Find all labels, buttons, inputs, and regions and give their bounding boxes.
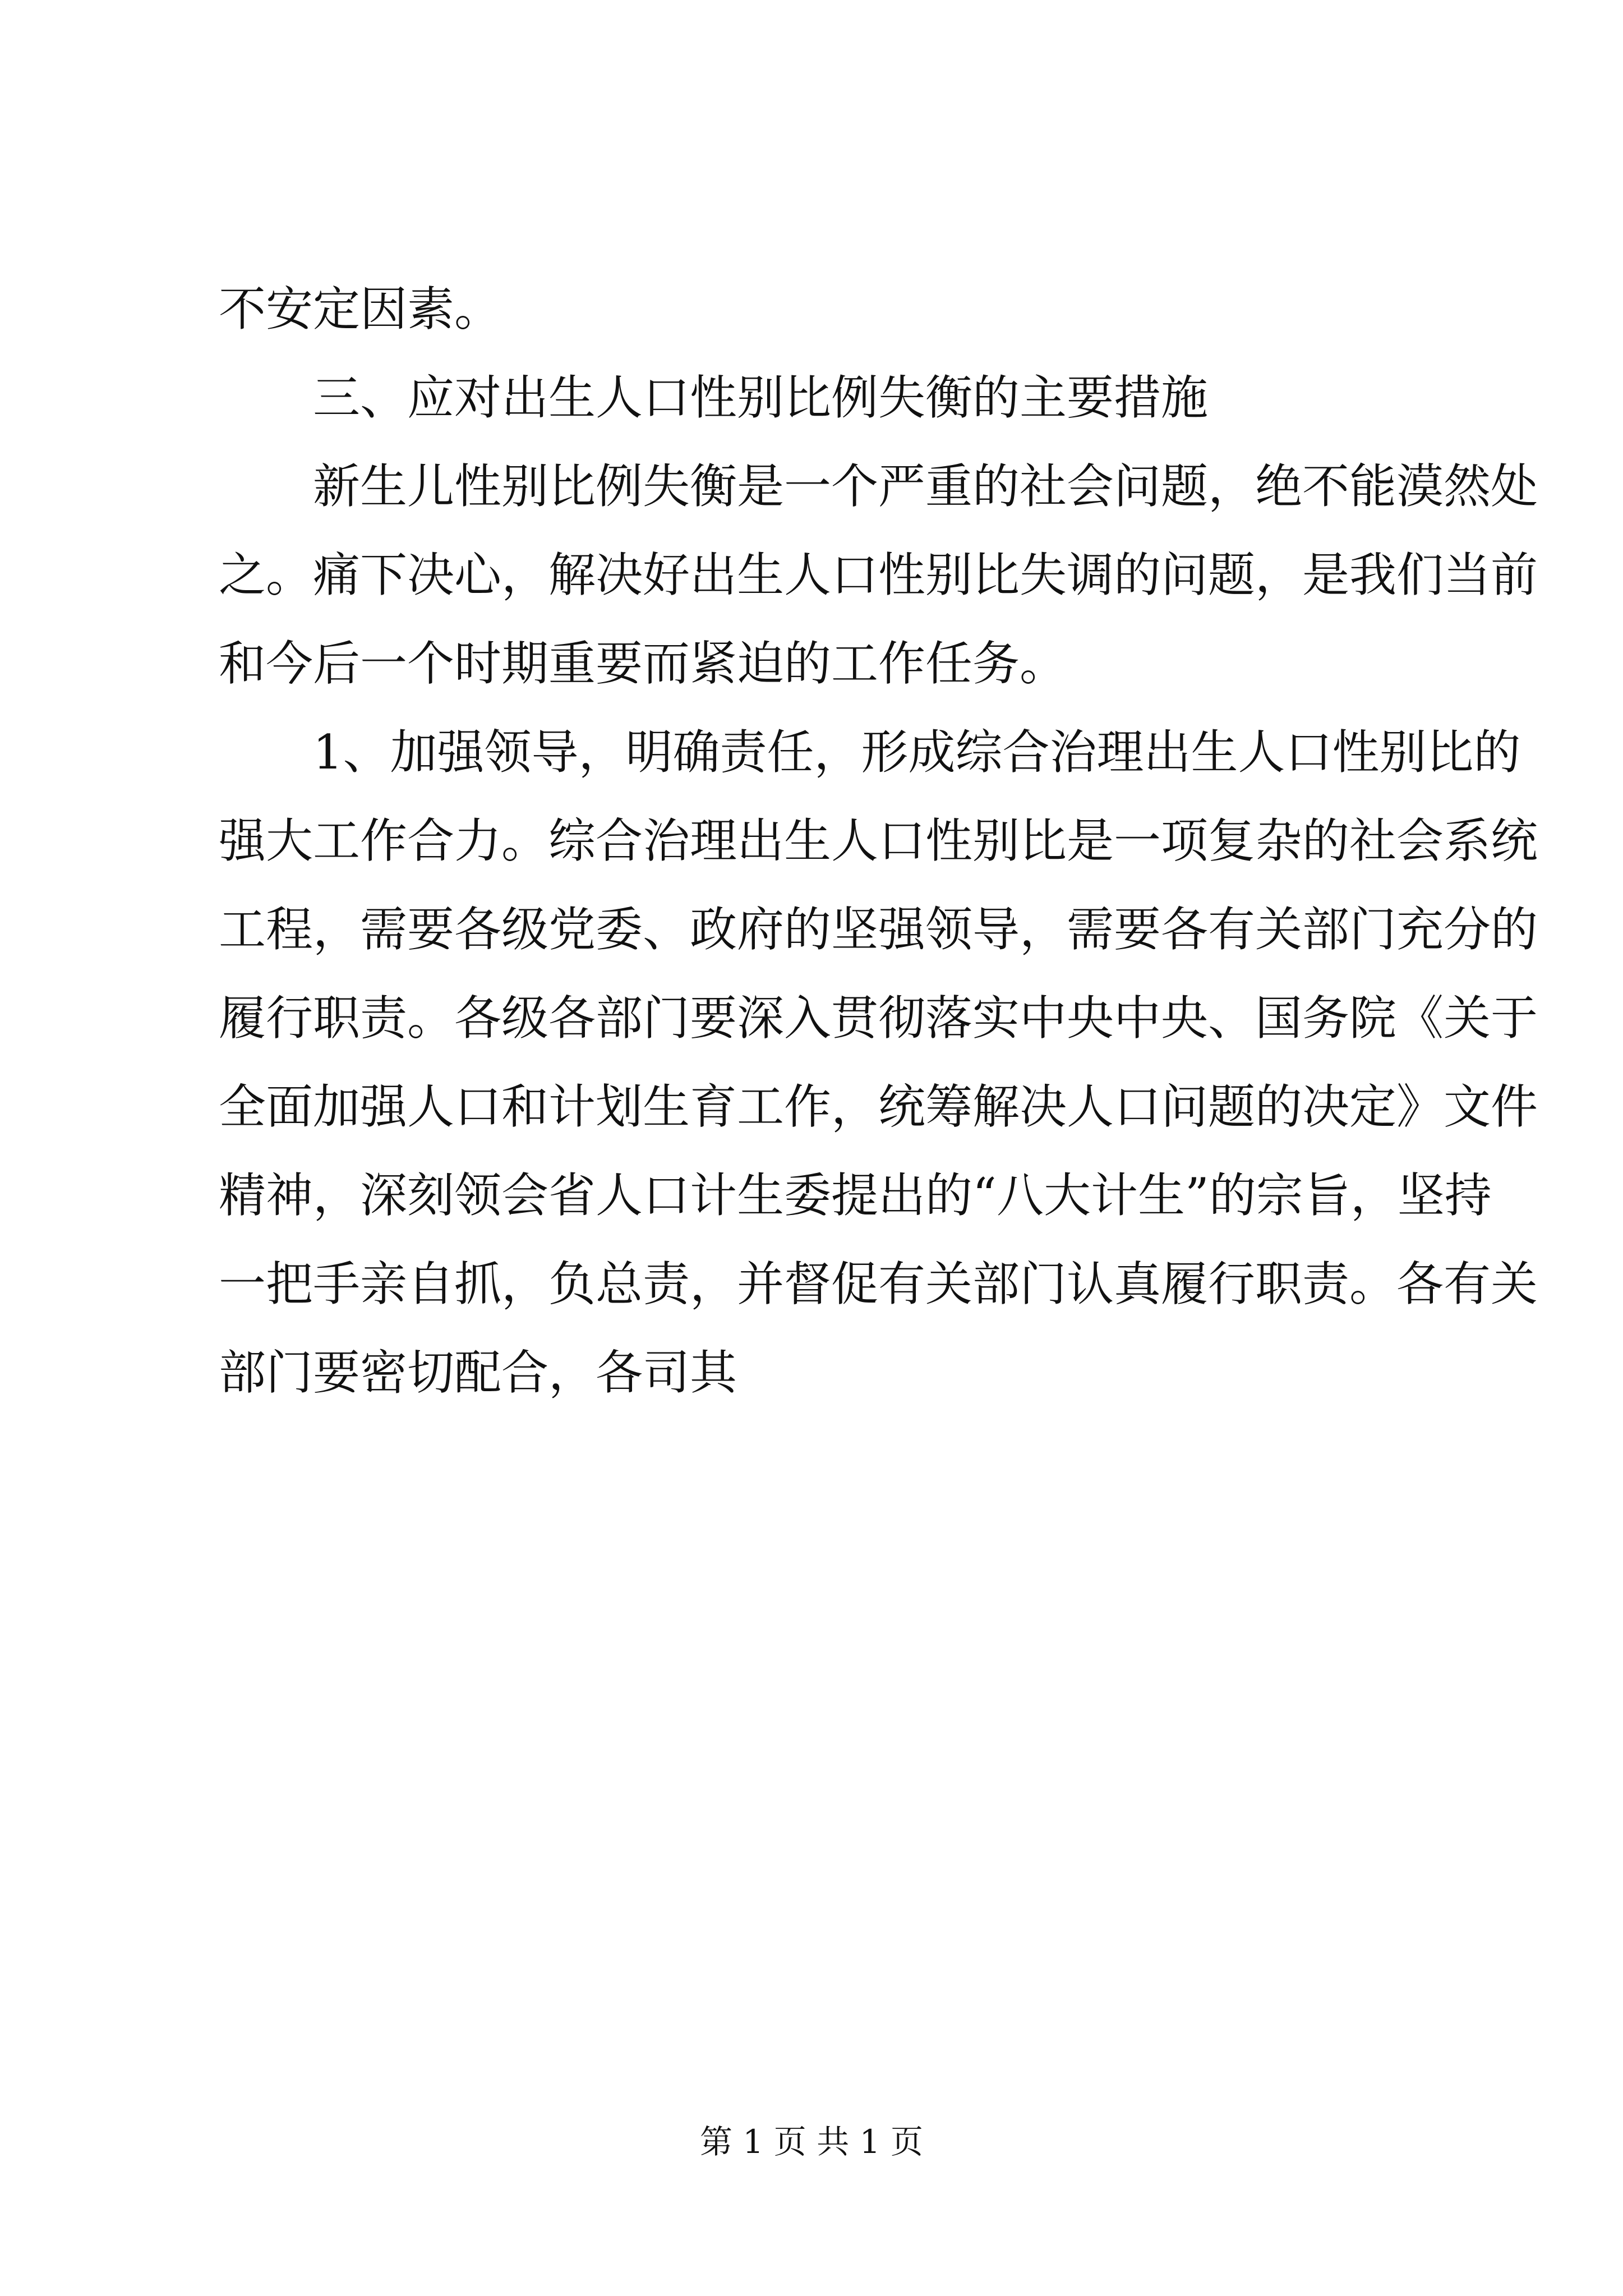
text-line: 工程，需要各级党委、政府的坚强领导，需要各有关部门充分的 [219, 902, 1538, 957]
text-line: 和今后一个时期重要而紧迫的工作任务。 [219, 636, 1067, 691]
text-line: 履行职责。各级各部门要深入贯彻落实中央中央、国务院《关于 [219, 991, 1538, 1046]
text-line: 新生儿性别比例失衡是一个严重的社会问题，绝不能漠然处 [313, 459, 1538, 514]
text-line: 强大工作合力。综合治理出生人口性别比是一项复杂的社会系统 [219, 813, 1538, 868]
text-line: 一把手亲自抓，负总责，并督促有关部门认真履行职责。各有关 [219, 1257, 1538, 1312]
section-heading: 三、应对出生人口性别比例失衡的主要措施 [313, 370, 1209, 425]
document-body [219, 265, 1538, 1417]
text-line: 之。痛下决心，解决好出生人口性别比失调的问题，是我们当前 [219, 547, 1538, 602]
text-line: 1、加强领导，明确责任，形成综合治理出生人口性别比的 [313, 725, 1521, 780]
text-line: 精神，深刻领会省人口计生委提出的“八大计生”的宗旨，坚持 [219, 1168, 1492, 1223]
text-line: 不安定因素。 [219, 282, 502, 337]
text-line: 全面加强人口和计划生育工作，统筹解决人口问题的决定》文件 [219, 1079, 1538, 1134]
page-number-footer: 第 1 页 共 1 页 [700, 2123, 923, 2161]
text-line: 部门要密切配合，各司其 [219, 1345, 737, 1400]
